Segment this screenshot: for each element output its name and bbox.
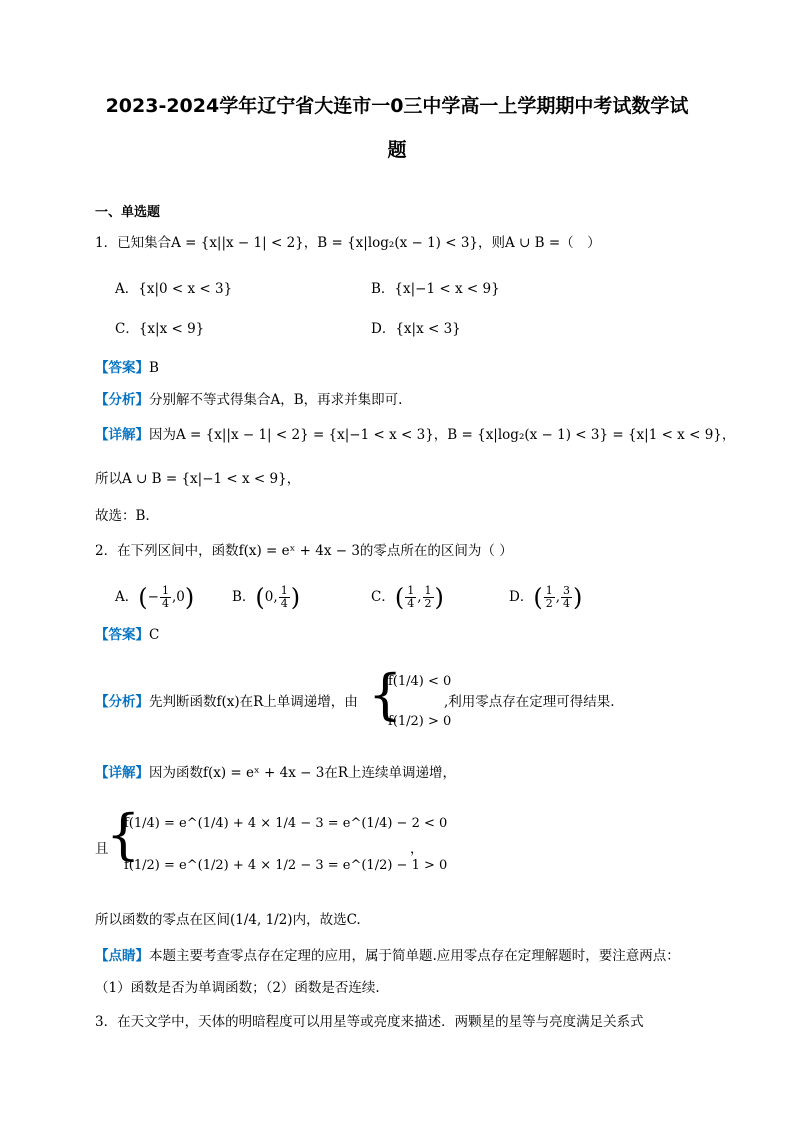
q2-analysis-pre: 先判断函数f(x)在R上单调递增，由 [149,694,358,710]
q2-answer: C [149,627,160,643]
q1-stem: 1．已知集合A = {x||x − 1| < 2}，B = {x|log₂(x − 1) < 3}，则A ∪ B =（ ） [95,235,601,251]
q2-comment-line [95,946,680,966]
analysis-brace: { [368,663,403,726]
q2-option-a-fraction: $\frac{1}{4}$ [161,584,169,610]
answer-tag: 【答案】 [95,627,149,643]
q1-option-d: D．{x|x < 3} [371,321,461,337]
q1-option-a: A．{x|0 < x < 3} [115,281,233,297]
q2-option-a-end: ,0 [171,589,185,605]
q2-detail-3: 所以函数的零点在区间(1/4, 1/2)内，故选C. [95,912,361,928]
q2-analysis-line [95,692,358,712]
q2-detail-case-2: f(1/2) = e^(1/2) + 4 × 1/2 − 3 = e^(1/2) − 1 > 0 [124,858,448,873]
q2-detail-1: 因为函数f(x) = eˣ + 4x − 3在R上连续单调递增， [149,765,456,781]
q2-detail-line [95,763,456,783]
q2-analysis-post: ,利用零点存在定理可得结果. [444,694,615,710]
q1-option-b: B．{x|−1 < x < 9} [371,281,500,297]
q2-detail-pre: 且 [95,841,109,857]
q2-option-b-start: 0, [264,589,278,605]
q2-option-d: D．( $\frac{1}{2}$ , $\frac{3}{4}$ ) [509,583,583,612]
q1-detail-2: 所以A ∪ B = {x|−1 < x < 9}， [95,471,301,487]
q2-option-a-sign: − [147,589,159,605]
q2-option-b: B．(0, $\frac{1}{4}$ ) [232,583,301,612]
q1-option-c: C．{x|x < 9} [115,321,205,337]
q2-option-c-fraction-2: $\frac{1}{2}$ [424,584,432,610]
q2-comment-2: （1）函数是否为单调函数；（2）函数是否连续. [95,980,380,996]
q1-answer: B [149,360,159,376]
section-heading: 一、单选题 [95,205,161,220]
q2-answer-line [95,625,159,645]
analysis-tag: 【分析】 [95,694,149,710]
q2-option-c-label: C． [371,589,395,605]
detail-brace: { [106,803,141,866]
title-line-2: 题 [387,139,407,161]
comment-tag: 【点睛】 [95,948,149,964]
q2-detail-comma: ， [410,841,424,857]
detail-tag: 【详解】 [95,427,149,443]
page-title [90,84,704,172]
q1-analysis-line [95,390,402,410]
q2-option-a-label: A． [115,589,139,605]
q3-stem: 3．在天文学中，天体的明暗程度可以用星等或亮度来描述．两颗星的星等与亮度满足关系式 [95,1014,644,1030]
analysis-tag: 【分析】 [95,392,149,408]
q2-comment-1: 本题主要考查零点存在定理的应用，属于简单题.应用零点存在定理解题时，要注意两点： [149,948,680,964]
q1-detail-line [95,425,735,445]
q2-option-d-fraction-1: $\frac{1}{2}$ [545,584,553,610]
q2-analysis-case-2: f(1/2) > 0 [388,714,452,729]
q2-option-d-fraction-2: $\frac{3}{4}$ [563,584,570,610]
q2-option-b-label: B． [232,589,256,605]
q2-option-c: C．( $\frac{1}{4}$ , $\frac{1}{2}$ ) [371,583,444,612]
q2-option-b-fraction: $\frac{1}{4}$ [280,584,288,610]
q1-detail-1: 因为A = {x||x − 1| < 2} = {x|−1 < x < 3}，B = {x|log₂(x − 1) < 3} = {x|1 < x < 9}， [149,427,736,443]
title-line-1: 2023-2024学年辽宁省大连市一0三中学高一上学期期中考试数学试 [105,95,689,117]
q1-detail-3: 故选：B. [95,508,150,524]
q2-stem: 2．在下列区间中，函数f(x) = eˣ + 4x − 3的零点所在的区间为（ ） [95,543,513,559]
q1-answer-line [95,358,159,378]
detail-tag: 【详解】 [95,765,149,781]
answer-tag: 【答案】 [95,360,149,376]
q1-analysis: 分别解不等式得集合A，B，再求并集即可. [149,392,403,408]
q2-option-d-label: D． [509,589,534,605]
q2-analysis-case-1: f(1/4) < 0 [388,674,452,689]
q2-detail-case-1: f(1/4) = e^(1/4) + 4 × 1/4 − 3 = e^(1/4) − 2 < 0 [124,816,448,831]
q2-option-c-fraction-1: $\frac{1}{4}$ [407,584,415,610]
q2-option-a: A．(− $\frac{1}{4}$ ,0) [115,583,195,612]
